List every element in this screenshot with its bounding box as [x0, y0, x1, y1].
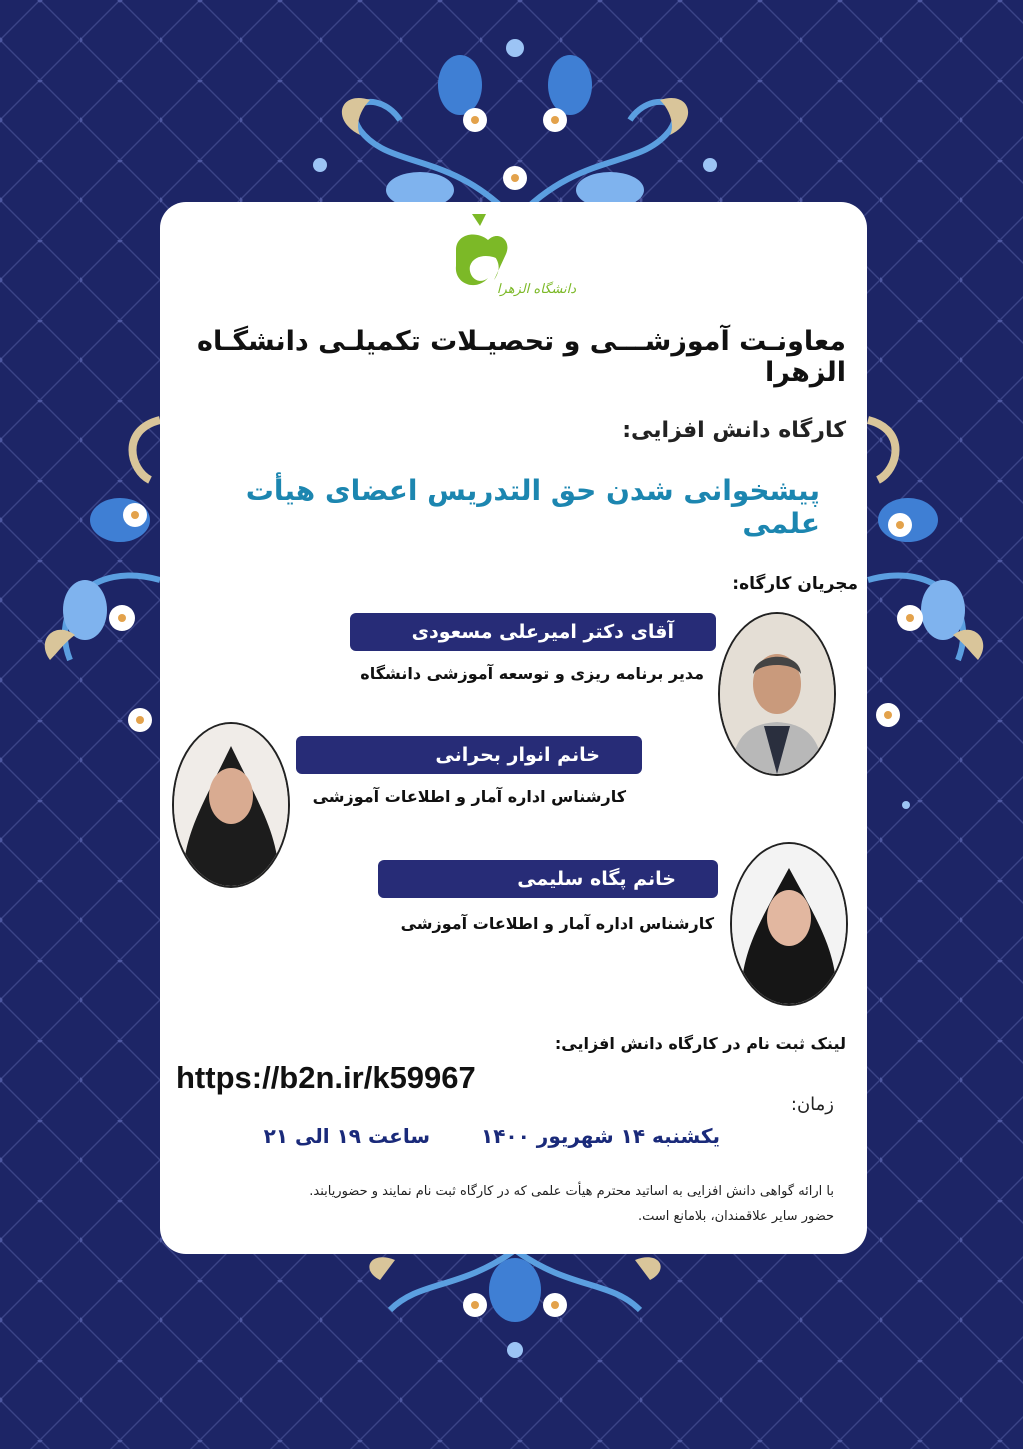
time-label: زمان:: [790, 1094, 834, 1115]
presenter-2-photo: [172, 722, 290, 888]
presenter-2-role: کارشناس اداره آمار و اطلاعات آموزشی: [312, 787, 626, 806]
bottom-floral-ornament: [340, 1250, 690, 1360]
organization-title: معاونـت آموزشـــی و تحصیـلات تکمیلـی دانشگـاه الزهرا: [197, 326, 846, 388]
certificate-note: با ارائه گواهی دانش افزایی به اساتید محترم هیأت علمی که در کارگاه ثبت نام نمایند و حضوریابند.: [309, 1184, 834, 1199]
presenter-2-name: خانم انوار بحرانی: [296, 736, 642, 774]
right-floral-ornament: [858, 410, 998, 810]
workshop-date: یکشنبه ۱۴ شهریور ۱۴۰۰: [481, 1124, 720, 1148]
logo-text: دانشگاه الزهرا: [496, 282, 576, 297]
woman-portrait-icon: [732, 844, 846, 1004]
top-floral-ornament: [300, 30, 730, 220]
presenter-1-photo: [718, 612, 836, 776]
alzahra-logo-icon: [440, 206, 580, 314]
presenter-1-role: مدیر برنامه ریزی و توسعه آموزشی دانشگاه: [360, 664, 704, 683]
woman-portrait-icon: [174, 724, 288, 886]
presenter-1-name: آقای دکتر امیرعلی مسعودی: [350, 613, 716, 651]
workshop-title: پیشخوانی شدن حق التدریس اعضای هیأت علمی: [245, 474, 820, 540]
man-portrait-icon: [720, 614, 834, 774]
left-floral-ornament: [30, 410, 170, 750]
registration-label: لینک ثبت نام در کارگاه دانش افزایی:: [554, 1034, 846, 1053]
presenter-3-name: خانم پگاه سلیمی: [378, 860, 718, 898]
workshop-label: کارگاه دانش افزایی:: [622, 418, 846, 443]
attendance-note: حضور سایر علاقمندان، بلامانع است.: [637, 1209, 834, 1224]
presenter-3-photo: [730, 842, 848, 1006]
university-logo: [440, 206, 580, 314]
registration-link[interactable]: https://b2n.ir/k59967: [176, 1060, 476, 1095]
workshop-hours: ساعت ۱۹ الی ۲۱: [263, 1124, 430, 1148]
presenter-3-role: کارشناس اداره آمار و اطلاعات آموزشی: [400, 914, 714, 933]
presenters-label: مجریان کارگاه:: [732, 574, 858, 594]
